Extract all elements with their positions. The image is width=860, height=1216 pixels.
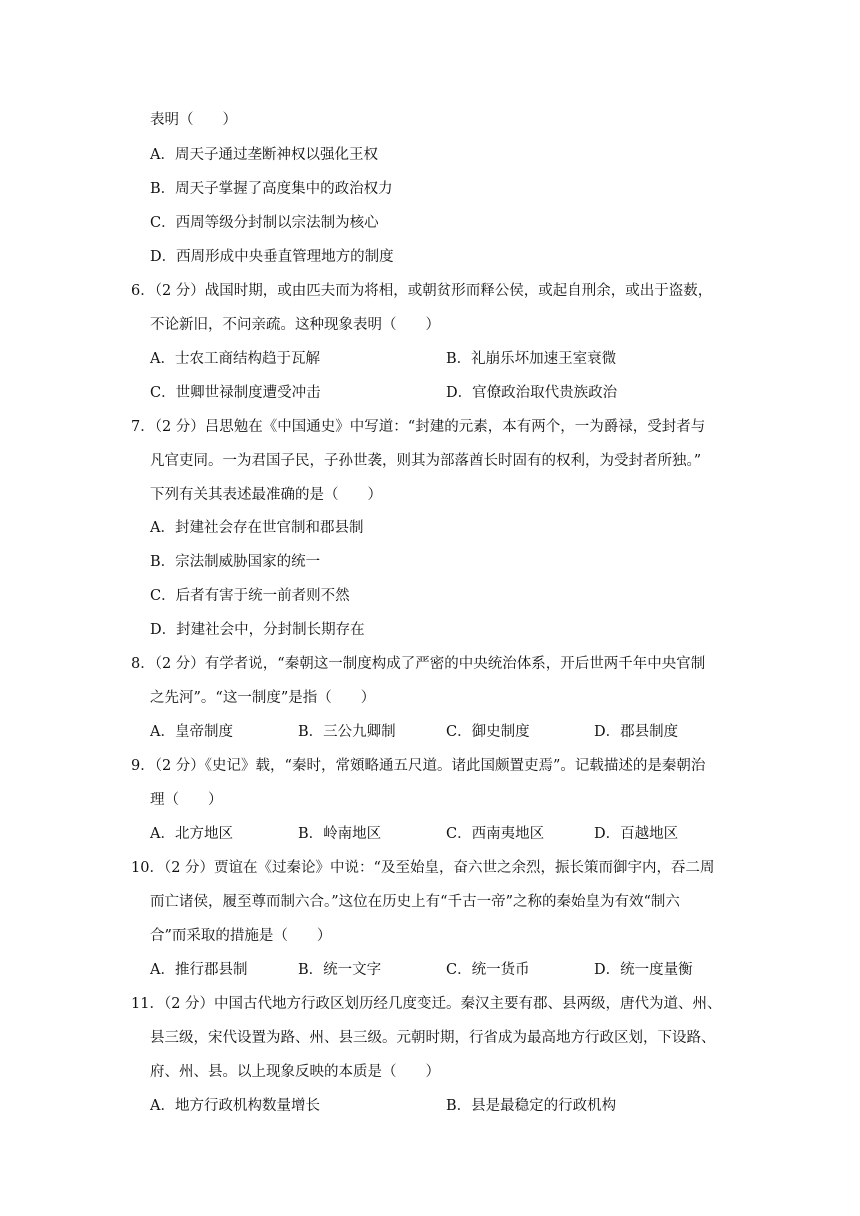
q7-stem-line1: 7．（2 分）吕思勉在《中国通史》中写道：“封建的元素，本有两个，一为爵禄，受封者与 xyxy=(131,419,706,435)
q8-option-d: D．郡县制度 xyxy=(594,724,679,740)
q9-option-c: C．西南夷地区 xyxy=(446,826,545,842)
q6-option-c: C．世卿世禄制度遭受冲击 xyxy=(150,385,321,401)
q9-stem-line1: 9．（2 分）《史记》载，“秦时，常頞略通五尺道。诸此国颇置吏焉”。记载描述的是秦朝治 xyxy=(131,758,706,774)
q6-stem-line1: 6．（2 分）战国时期，或由匹夫而为将相，或朝贫形而释公侯，或起自刑余，或出于盗薮， xyxy=(131,283,713,299)
q9-option-b: B．岭南地区 xyxy=(298,826,382,842)
q11-option-a: A．地方行政机构数量增长 xyxy=(150,1098,320,1114)
q5-option-a: A．周天子通过垄断神权以强化王权 xyxy=(150,147,378,163)
q9-option-a: A．北方地区 xyxy=(150,826,233,842)
q7-stem-line2: 凡官吏同。一为君国子民，子孙世袭，则其为部落酋长时固有的权利，为受封者所独。” xyxy=(150,453,702,469)
q11-option-b: B．县是最稳定的行政机构 xyxy=(446,1098,617,1114)
q10-option-b: B．统一文字 xyxy=(298,962,382,978)
q10-stem-line1: 10．（2 分）贾谊在《过秦论》中说：“及至始皇，奋六世之余烈，振长策而御宇内，吞二周 xyxy=(131,860,715,876)
q10-stem-line3: 合”而采取的措施是（ ） xyxy=(150,928,332,944)
q5-option-b: B．周天子掌握了高度集中的政治权力 xyxy=(150,181,393,197)
q8-stem-line2: 之先河”。“这一制度”是指（ ） xyxy=(150,690,376,706)
q6-option-b: B．礼崩乐坏加速王室衰微 xyxy=(446,351,617,367)
q10-option-d: D．统一度量衡 xyxy=(594,962,693,978)
q8-option-a: A．皇帝制度 xyxy=(150,724,233,740)
q11-stem-line3: 府、州、县。以上现象反映的本质是（ ） xyxy=(150,1064,440,1080)
q10-stem-line2: 而亡诸侯，履至尊而制六合。”这位在历史上有“千古一帝”之称的秦始皇为有效“制六 xyxy=(150,894,680,910)
q7-option-a: A．封建社会存在世官制和郡县制 xyxy=(150,520,364,536)
q5-stem-tail: 表明（ ） xyxy=(150,112,237,128)
q9-stem-line2: 理（ ） xyxy=(150,792,223,808)
q7-option-b: B．宗法制威胁国家的统一 xyxy=(150,554,321,570)
q8-option-b: B．三公九卿制 xyxy=(298,724,396,740)
q10-option-a: A．推行郡县制 xyxy=(150,962,248,978)
q7-option-d: D．封建社会中，分封制长期存在 xyxy=(150,622,365,638)
q11-stem-line1: 11．（2 分）中国古代地方行政区划历经几度变迁。秦汉主要有郡、县两级，唐代为道、州、 xyxy=(131,996,722,1012)
q6-option-d: D．官僚政治取代贵族政治 xyxy=(446,385,618,401)
q6-option-a: A．士农工商结构趋于瓦解 xyxy=(150,351,320,367)
q7-stem-line3: 下列有关其表述最准确的是（ ） xyxy=(150,487,382,503)
q5-option-d: D．西周形成中央垂直管理地方的制度 xyxy=(150,249,394,265)
q8-option-c: C．御史制度 xyxy=(446,724,530,740)
q10-option-c: C．统一货币 xyxy=(446,962,530,978)
q8-stem-line1: 8．（2 分）有学者说，“秦朝这一制度构成了严密的中央统治体系，开后世两千年中央官制 xyxy=(131,656,706,672)
q6-stem-line2: 不论新旧，不问亲疏。这种现象表明（ ） xyxy=(150,317,440,333)
q11-stem-line2: 县三级，宋代设置为路、州、县三级。元朝时期，行省成为最高地方行政区划，下设路、 xyxy=(150,1030,716,1046)
q9-option-d: D．百越地区 xyxy=(594,826,679,842)
q5-option-c: C．西周等级分封制以宗法制为核心 xyxy=(150,215,379,231)
q7-option-c: C．后者有害于统一前者则不然 xyxy=(150,588,350,604)
